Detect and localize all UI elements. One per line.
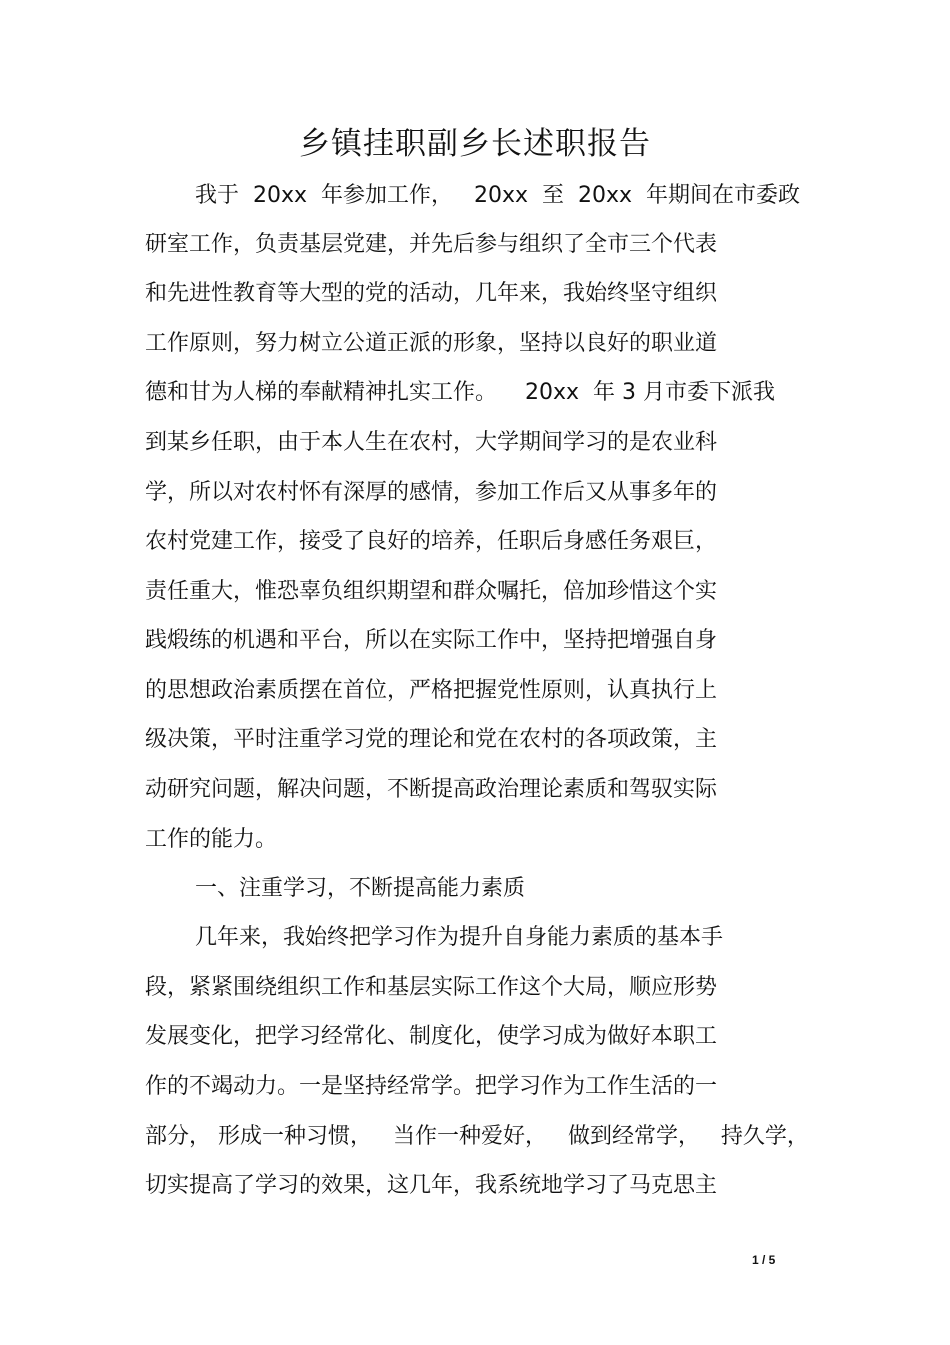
page-number: 1 / 5 [752,1253,776,1267]
section-heading: 一、注重学习，不断提高能力素质 [195,876,526,901]
document-title: 乡镇挂职副乡长述职报告 [299,126,651,162]
body-line: 学，所以对农村怀有深厚的感情，参加工作后又从事多年的 [145,480,718,505]
body-line: 农村党建工作，接受了良好的培养，任职后身感任务艰巨， [145,529,718,554]
body-line: 我于 20xx 年参加工作， 20xx 至 20xx 年期间在市委政 [195,183,801,208]
body-line: 发展变化，把学习经常化、制度化，使学习成为做好本职工 [145,1024,718,1049]
body-line: 德和甘为人梯的奉献精神扎实工作。 20xx 年 3 月市委下派我 [145,380,775,405]
body-line: 的思想政治素质摆在首位，严格把握党性原则，认真执行上 [145,678,718,703]
body-line: 研室工作，负责基层党建，并先后参与组织了全市三个代表 [145,232,718,257]
body-line: 几年来，我始终把学习作为提升自身能力素质的基本手 [195,925,724,950]
body-line: 部分， 形成一种习惯， 当作一种爱好， 做到经常学， 持久学， [145,1124,809,1149]
body-line: 级决策，平时注重学习党的理论和党在农村的各项政策，主 [145,727,718,752]
body-line: 工作原则，努力树立公道正派的形象，坚持以良好的职业道 [145,331,718,356]
body-line: 和先进性教育等大型的党的活动，几年来，我始终坚守组织 [145,281,718,306]
body-line: 段，紧紧围绕组织工作和基层实际工作这个大局，顺应形势 [145,975,718,1000]
body-line: 工作的能力。 [145,827,278,852]
body-line: 责任重大，惟恐辜负组织期望和群众嘱托，倍加珍惜这个实 [145,579,718,604]
body-line: 到某乡任职，由于本人生在农村，大学期间学习的是农业科 [145,430,718,455]
body-line: 作的不竭动力。一是坚持经常学。把学习作为工作生活的一 [145,1074,718,1099]
body-line: 动研究问题，解决问题，不断提高政治理论素质和驾驭实际 [145,777,718,802]
body-line: 切实提高了学习的效果，这几年，我系统地学习了马克思主 [145,1173,718,1198]
body-line: 践煅练的机遇和平台，所以在实际工作中，坚持把增强自身 [145,628,718,653]
